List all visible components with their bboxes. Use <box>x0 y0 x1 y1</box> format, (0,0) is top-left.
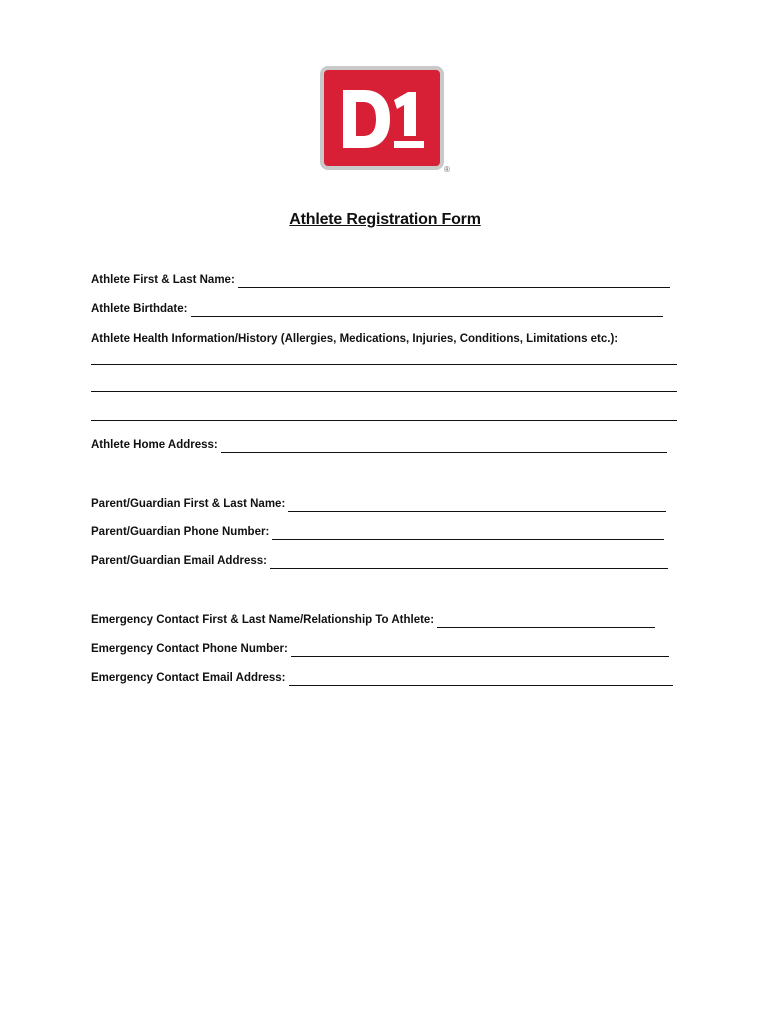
emergency-phone-field[interactable] <box>91 641 679 657</box>
guardian-phone-field[interactable] <box>91 524 679 540</box>
registered-mark: ® <box>444 165 450 174</box>
athlete-health-label: Athlete Health Information/History (Allergies, Medications, Injuries, Conditions, Limitations etc.): <box>91 333 619 345</box>
athlete-birthdate-field[interactable] <box>91 301 679 317</box>
emergency-email-blank[interactable] <box>289 673 673 686</box>
guardian-phone-label: Parent/Guardian Phone Number: <box>91 526 270 538</box>
emergency-name-blank[interactable] <box>437 615 655 628</box>
athlete-name-label: Athlete First & Last Name: <box>91 274 235 286</box>
emergency-phone-label: Emergency Contact Phone Number: <box>91 643 288 655</box>
d1-logo <box>320 66 444 170</box>
athlete-health-field <box>91 331 679 347</box>
page-title: Athlete Registration Form <box>289 211 481 228</box>
guardian-name-blank[interactable] <box>288 499 666 512</box>
athlete-name-field[interactable] <box>91 272 679 288</box>
emergency-name-label: Emergency Contact First & Last Name/Relationship To Athlete: <box>91 614 435 626</box>
guardian-name-field[interactable] <box>91 496 679 512</box>
guardian-email-blank[interactable] <box>270 556 668 569</box>
athlete-name-blank[interactable] <box>238 275 670 288</box>
athlete-address-field[interactable] <box>91 437 679 453</box>
guardian-email-label: Parent/Guardian Email Address: <box>91 555 267 567</box>
athlete-health-blank-3[interactable] <box>91 420 677 421</box>
athlete-address-blank[interactable] <box>221 440 667 453</box>
emergency-name-field[interactable] <box>91 612 679 628</box>
athlete-birthdate-label: Athlete Birthdate: <box>91 303 188 315</box>
d1-logo-mark <box>324 70 440 166</box>
guardian-name-label: Parent/Guardian First & Last Name: <box>91 498 286 510</box>
emergency-phone-blank[interactable] <box>291 644 669 657</box>
emergency-email-label: Emergency Contact Email Address: <box>91 672 286 684</box>
emergency-email-field[interactable] <box>91 670 679 686</box>
guardian-phone-blank[interactable] <box>272 527 664 540</box>
guardian-email-field[interactable] <box>91 553 679 569</box>
athlete-address-label: Athlete Home Address: <box>91 439 218 451</box>
athlete-health-blank-1[interactable] <box>91 364 677 365</box>
athlete-health-blank-2[interactable] <box>91 391 677 392</box>
athlete-birthdate-blank[interactable] <box>191 304 663 317</box>
